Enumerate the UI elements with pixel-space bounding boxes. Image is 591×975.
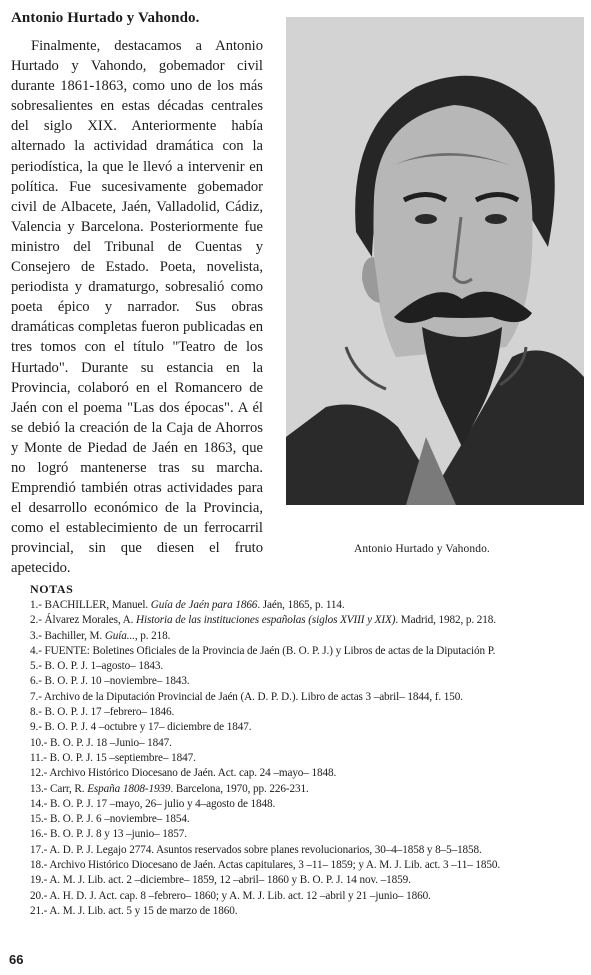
article-heading: Antonio Hurtado y Vahondo. bbox=[11, 10, 200, 26]
note-item: 13.- Carr, R. España 1808-1939. Barcelona, 1970, pp. 226-231. bbox=[30, 782, 309, 795]
note-item: 3.- Bachiller, M. Guía..., p. 218. bbox=[30, 629, 171, 642]
note-item: 7.- Archivo de la Diputación Provincial de Jaén (A. D. P. D.). Libro de actas 3 –abril– 1844, f. 150. bbox=[30, 690, 463, 703]
page-number: 66 bbox=[9, 952, 24, 967]
note-item: 15.- B. O. P. J. 6 –noviembre– 1854. bbox=[30, 813, 190, 826]
note-item: 9.- B. O. P. J. 4 –octubre y 17– diciembre de 1847. bbox=[30, 721, 252, 734]
note-item: 20.- A. H. D. J. Act. cap. 8 –febrero– 1860; y A. M. J. Lib. act. 12 –abril y 21 –junio– 1860. bbox=[30, 889, 431, 902]
note-item: 4.- FUENTE: Boletines Oficiales de la Provincia de Jaén (B. O. P. J.) y Libros de actas de la Diputación P. bbox=[30, 644, 496, 657]
portrait-caption: Antonio Hurtado y Vahondo. bbox=[354, 543, 490, 555]
note-item: 2.- Álvarez Morales, A. Historia de las instituciones españolas (siglos XVIII y XIX). Madrid, 1982, p. 218. bbox=[30, 614, 496, 627]
note-item: 8.- B. O. P. J. 17 –febrero– 1846. bbox=[30, 706, 175, 719]
note-item: 21.- A. M. J. Lib. act. 5 y 15 de marzo de 1860. bbox=[30, 904, 238, 917]
note-item: 16.- B. O. P. J. 8 y 13 –junio– 1857. bbox=[30, 828, 187, 841]
note-item: 18.- Archivo Histórico Diocesano de Jaén. Actas capitulares, 3 –11– 1859; y A. M. J. Lib. act. 3 –11– 1850. bbox=[30, 859, 501, 872]
note-item: 19.- A. M. J. Lib. act. 2 –diciembre– 1859, 12 –abril– 1860 y B. O. P. J. 14 nov. –1859. bbox=[30, 874, 411, 887]
portrait-image bbox=[286, 17, 584, 505]
note-item: 17.- A. D. P. J. Legajo 2774. Asuntos reservados sobre planes revolucionarios, 30–4–1858 y 8–5–1858. bbox=[30, 843, 482, 856]
note-item: 5.- B. O. P. J. 1–agosto– 1843. bbox=[30, 660, 164, 673]
notes-list bbox=[30, 598, 590, 919]
notes-heading: NOTAS bbox=[30, 582, 74, 596]
note-item: 1.- BACHILLER, Manuel. Guía de Jaén para 1866. Jaén, 1865, p. 114. bbox=[30, 599, 345, 611]
portrait-drawing bbox=[286, 17, 584, 505]
note-item: 14.- B. O. P. J. 17 –mayo, 26– julio y 4–agosto de 1848. bbox=[30, 797, 276, 810]
note-item: 10.- B. O. P. J. 18 –Junio– 1847. bbox=[30, 736, 172, 749]
article-body: Finalmente, destacamos a Antonio Hurtado y Vahondo, gobemador civil durante 1861-1863, como uno de los más sobresalientes en estas décadas centrales del siglo XIX. Anteriormente había alternado la actividad dramática con la periodística, la que le llevó a intervenir en política. Fue sucesivamente gobemador civil de Albacete, Jaén, Valladolid, Cádiz, Valencia y Barcelona. Posteriormente fue ministro del Tribunal de Cuentas y Consejero de Estado. Poeta, novelista, periodista y dramaturgo, sobresalió como poeta épico y narrador. Sus obras dramáticas completas fueron publicadas en tres tomos con el título "Teatro de los Hurtado". Durante su estancia en la Provincia, colaboró en el Romancero de Jaén con el poema "Las dos épocas". A él se debió la creación de la Caja de Ahorros y Monte de Piedad de Jaén en 1863, que no logró mantenerse tras su marcha. Emprendió también otras actividades para el desarrollo económico de la Provincia, como el establecimiento de un ferrocarril provincial, sin que diesen el fruto apetecido. bbox=[11, 38, 263, 577]
note-item: 12.- Archivo Histórico Diocesano de Jaén. Act. cap. 24 –mayo– 1848. bbox=[30, 767, 337, 780]
note-item: 11.- B. O. P. J. 15 –septiembre– 1847. bbox=[30, 751, 196, 764]
note-item: 6.- B. O. P. J. 10 –noviembre– 1843. bbox=[30, 675, 190, 688]
